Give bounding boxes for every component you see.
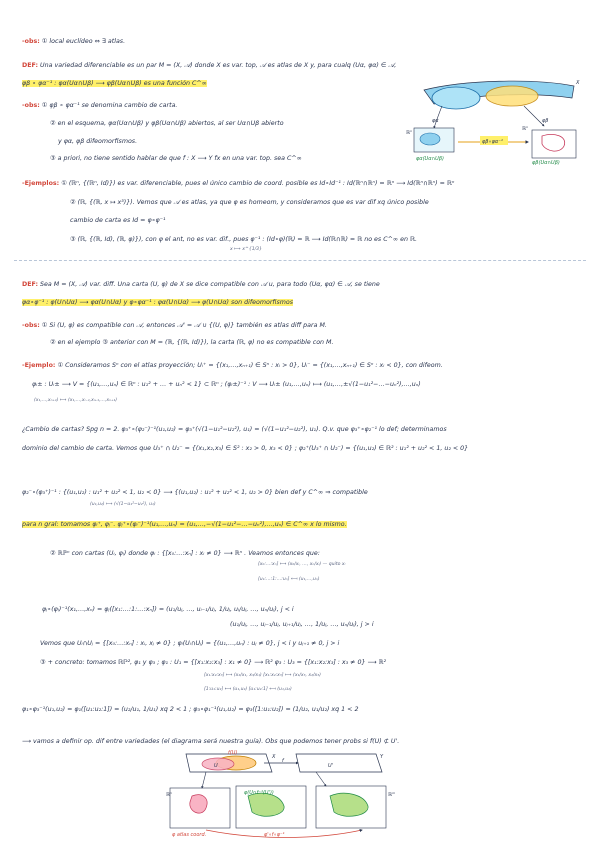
example-line: para n gral: tomamos φᵢ⁺, φⱼ⁻. φⱼ⁺∘(φᵢ⁻)⁻¹(u₁,…,uₙ) = (u₁,…,−√(1−u₁²−…−uₙ²),…,uₙ) ∈ C^∞ x lo mismo. xyxy=(22,521,347,528)
chart-domain-alpha xyxy=(432,87,480,109)
example-line: dominio del cambio de carta. Vemos que U₃⁺ ∩ U₂⁻ = {(x₁,x₂,x₃) ∈ S² : x₂ > 0, x₃ < 0} ; φ₂⁺(U₃⁺ ∩ U₂⁻) = {(u₁,u₂) ∈ ℝ² : u₁² + u₂² < 1, u₂ < 0} xyxy=(22,445,469,452)
example-line: φ₂⁻∘(φ₃⁺)⁻¹ : {(u₁,u₂) : u₁² + u₂² < 1, u₂ < 0} ⟶ {(u₁,u₂) : u₁² + u₂² < 1, u₂ > 0} bien def y C^∞ ⇒ compatible xyxy=(22,489,368,496)
example-line: -Ejemplos: ① (ℝⁿ, {(ℝⁿ, Id)}) es var. diferenciable, pues el único cambio de coord. posible es Id∘Id⁻¹ : Id(ℝⁿ∩ℝⁿ) = ℝⁿ ⟶ Id(ℝⁿ∩ℝⁿ) = ℝⁿ xyxy=(22,180,455,187)
diagram-label: φα(Uα∩Uβ) xyxy=(416,156,444,162)
manifold-y xyxy=(296,754,382,772)
diagram-label: U xyxy=(214,763,218,769)
example-line: [u₁:…:1:…:uₙ] ⟻ (u₁,…,uₙ) xyxy=(258,577,320,582)
manifold-map-diagram xyxy=(166,750,506,838)
diagram-label: f(U) xyxy=(228,750,238,756)
example-line: (u₁/uⱼ, …, uⱼ₋₁/uⱼ, uⱼ₊₁/uⱼ, …, 1/uⱼ, …, uₙ/uⱼ), j > i xyxy=(230,621,374,628)
example-line: ③ (ℝ, {(ℝ, Id), (ℝ, φ)}), con φ el ant, no es var. dif., pues φ⁻¹ : (Id∘φ)(ℝ) = ℝ ⟶ Id(ℝ∩ℝ) = ℝ no es C^∞ en ℝ. xyxy=(70,236,417,243)
diagram-label: φβ xyxy=(542,118,549,124)
example-line: [1:u₁:u₂] ⟻ (u₁,u₂) [u₁:u₂:1] ⟻ (u₁,u₂) xyxy=(204,687,292,692)
obs-line: ② en el ejemplo ③ anterior con M = (ℝ, {(ℝ, Id)}), la carta (ℝ, φ) no es compatible con M. xyxy=(50,339,334,346)
example-line: [x₁:x₂:x₃] ⟼ (x₂/x₁, x₃/x₁) [x₁:x₂:x₃] ⟼ (x₁/x₃, x₂/x₃) xyxy=(204,673,321,678)
example-line: (u₁,u₂) ⟼ (√(1−u₁²−u₂²), u₁) xyxy=(90,502,156,507)
diagram-label: ℝᵐ xyxy=(388,792,396,798)
obs-line: y φα, φβ difeomorfismos. xyxy=(58,138,138,145)
diagram-label: Y xyxy=(380,754,384,760)
diagram-label: f xyxy=(282,758,284,764)
definition-line: φβ ∘ φα⁻¹ : φα(Uα∩Uβ) ⟶ φβ(Uα∩Uβ) es una función C^∞ xyxy=(22,80,207,87)
divider xyxy=(14,260,586,261)
example-line: ③ + concreto: tomamos ℝℙ², φ₁ y φ₃ ; φ₁ : U₁ = {[x₁:x₂:x₃] : x₁ ≠ 0} ⟶ ℝ² φ₃ : U₃ = {[x₁:x₂:x₃] : x₃ ≠ 0} ⟶ ℝ² xyxy=(40,659,387,666)
diagram-label: ℝⁿ xyxy=(522,126,528,132)
example-line: x ⟼ x^{1/3} xyxy=(230,247,263,252)
diagram-label: φβ(Uα∩Uβ) xyxy=(532,160,560,166)
obs-line: -obs: ① Si (U, φ) es compatible con 𝒜, entonces 𝒜' = 𝒜 ∪ {(U, φ)} también es atlas diff para M. xyxy=(22,322,327,329)
example-line: φ₁∘φ₃⁻¹(u₁,u₂) = φ₁([u₁:u₂:1]) = (u₂/u₁, 1/u₁) xq 2 < 1 ; φ₃∘φ₁⁻¹(u₁,u₂) = φ₃([1:u₁:u₂]) = (1/u₂, u₁/u₂) xq 1 < 2 xyxy=(22,706,359,713)
definition-line: DEF: Una variedad diferenciable es un par M = (X, 𝒜) donde X es var. top, 𝒜 es atlas de X y, para cualq (Uα, φα) ∈ 𝒜, xyxy=(22,62,397,69)
chart-change-diagram xyxy=(404,76,584,166)
obs-line: -obs: ① local euclídeo ⇔ ∃ atlas. xyxy=(22,38,126,45)
obs-line: ③ a priori, no tiene sentido hablar de que f : X ⟶ Y fx en una var. top. sea C^∞ xyxy=(50,155,302,162)
diagram-label: X xyxy=(576,80,580,86)
example-line: ② (ℝ, {(ℝ, x ↦ x³)}). Vemos que 𝒜 es atlas, ya que φ es homeom, y consideramos que es var dif xq único posible xyxy=(70,199,429,206)
example-line: ¿Cambio de cartas? Spg n = 2. φ₃⁺∘(φ₂⁻)⁻¹(u₁,u₂) = φ₃⁺(√(1−u₁²−u₂²), u₁) = (√(1−u₁²−u₂²), u₁). Q.v. que φ₃⁺∘φ₂⁻¹ lo def; determinamos xyxy=(22,426,447,433)
diagram-label: U' xyxy=(328,763,334,769)
obs-line: -obs: ① φβ ∘ φα⁻¹ se denomina cambio de carta. xyxy=(22,102,178,109)
diagram-label: φ'∘f∘φ⁻¹ xyxy=(264,832,285,838)
example-line: φⱼ∘(φᵢ)⁻¹(x₁,…,xₙ) = φⱼ([x₁:…:1:…:xₙ]) = (u₁/uⱼ, …, uᵢ₋₁/uⱼ, 1/uⱼ, uᵢ/uⱼ, …, uₙ/uⱼ), j < i xyxy=(42,606,294,613)
diagram-label: ℝⁿ xyxy=(406,130,412,136)
example-line: cambio de carta es Id = φ∘φ⁻¹ xyxy=(70,217,166,224)
diagram-label: φ(U∩f⁻¹(U')) xyxy=(244,790,274,796)
diagram-label: ℝⁿ xyxy=(166,792,172,798)
intro-line: ⟶ vamos a definir op. dif entre variedades (el diagrama será nuestra guía). Obs que podemos tener probs si f(U) ⊄ U'. xyxy=(22,738,400,745)
diagram-label: φα xyxy=(432,118,439,124)
diagram-label: φ atlas coord. xyxy=(172,832,207,838)
example-line: φᵢ± : Uᵢ± ⟶ V = {(u₁,…,uₙ) ∈ ℝⁿ : u₁² + … + uₙ² < 1} ⊂ ℝⁿ ; (φᵢ±)⁻¹ : V ⟶ Uᵢ± (u₁,…,uₙ) ⟼ (u₁,…,±√(1−u₁²−…−uₙ²),…,uₙ) xyxy=(32,381,421,388)
example-line: [x₀:…:xₙ] ⟼ (x₀/xᵢ, …, xₙ/xᵢ) — quito xᵢ xyxy=(258,562,346,567)
example-line: (x₁,…,xₙ₊₁) ⟼ (x₁,…,xᵢ₋₁,xᵢ₊₁,…,xₙ₊₁) xyxy=(34,398,118,403)
definition-line: DEF: Sea M = (X, 𝒜) var. diff. Una carta (U, φ) de X se dice compatible con 𝒜 u, para todo (Uα, φα) ∈ 𝒜, se tiene xyxy=(22,281,380,288)
obs-line: ② en el esquema, φα(Uα∩Uβ) y φβ(Uα∩Uβ) abiertos, al ser Uα∩Uβ abierto xyxy=(50,120,284,127)
example-line: ② ℝℙⁿ con cartas (Uᵢ, φᵢ) donde φᵢ : {[x₀:…:xₙ] : xᵢ ≠ 0} ⟶ ℝⁿ . Veamos entonces que: xyxy=(50,550,320,557)
diagram-label: φβ∘φα⁻¹ xyxy=(482,139,503,145)
example-line: -Ejemplo: ① Consideramos Sⁿ con el atlas proyección; Uᵢ⁺ = {(x₁,…,xₙ₊₁) ∈ Sⁿ : xᵢ > 0}, Uᵢ⁻ = {(x₁,…,xₙ₊₁) ∈ Sⁿ : xᵢ < 0}, con difeom. xyxy=(22,362,443,369)
definition-line: φα∘φ⁻¹ : φ(U∩Uα) ⟶ φα(U∩Uα) y φ∘φα⁻¹ : φα(U∩Uα) ⟶ φ(U∩Uα) son difeomorfismos xyxy=(22,299,294,306)
chart-domain-beta xyxy=(486,86,538,106)
diagram-label: X xyxy=(272,754,276,760)
example-line: Vemos que Uᵢ∩Uⱼ = {[x₀:…:xₙ] : xᵢ, xⱼ ≠ 0} ; φᵢ(Uᵢ∩Uⱼ) = {(u₁,…,uₙ) : uⱼ ≠ 0}, j < i y uⱼ₊₁ ≠ 0, j > i xyxy=(40,640,340,647)
